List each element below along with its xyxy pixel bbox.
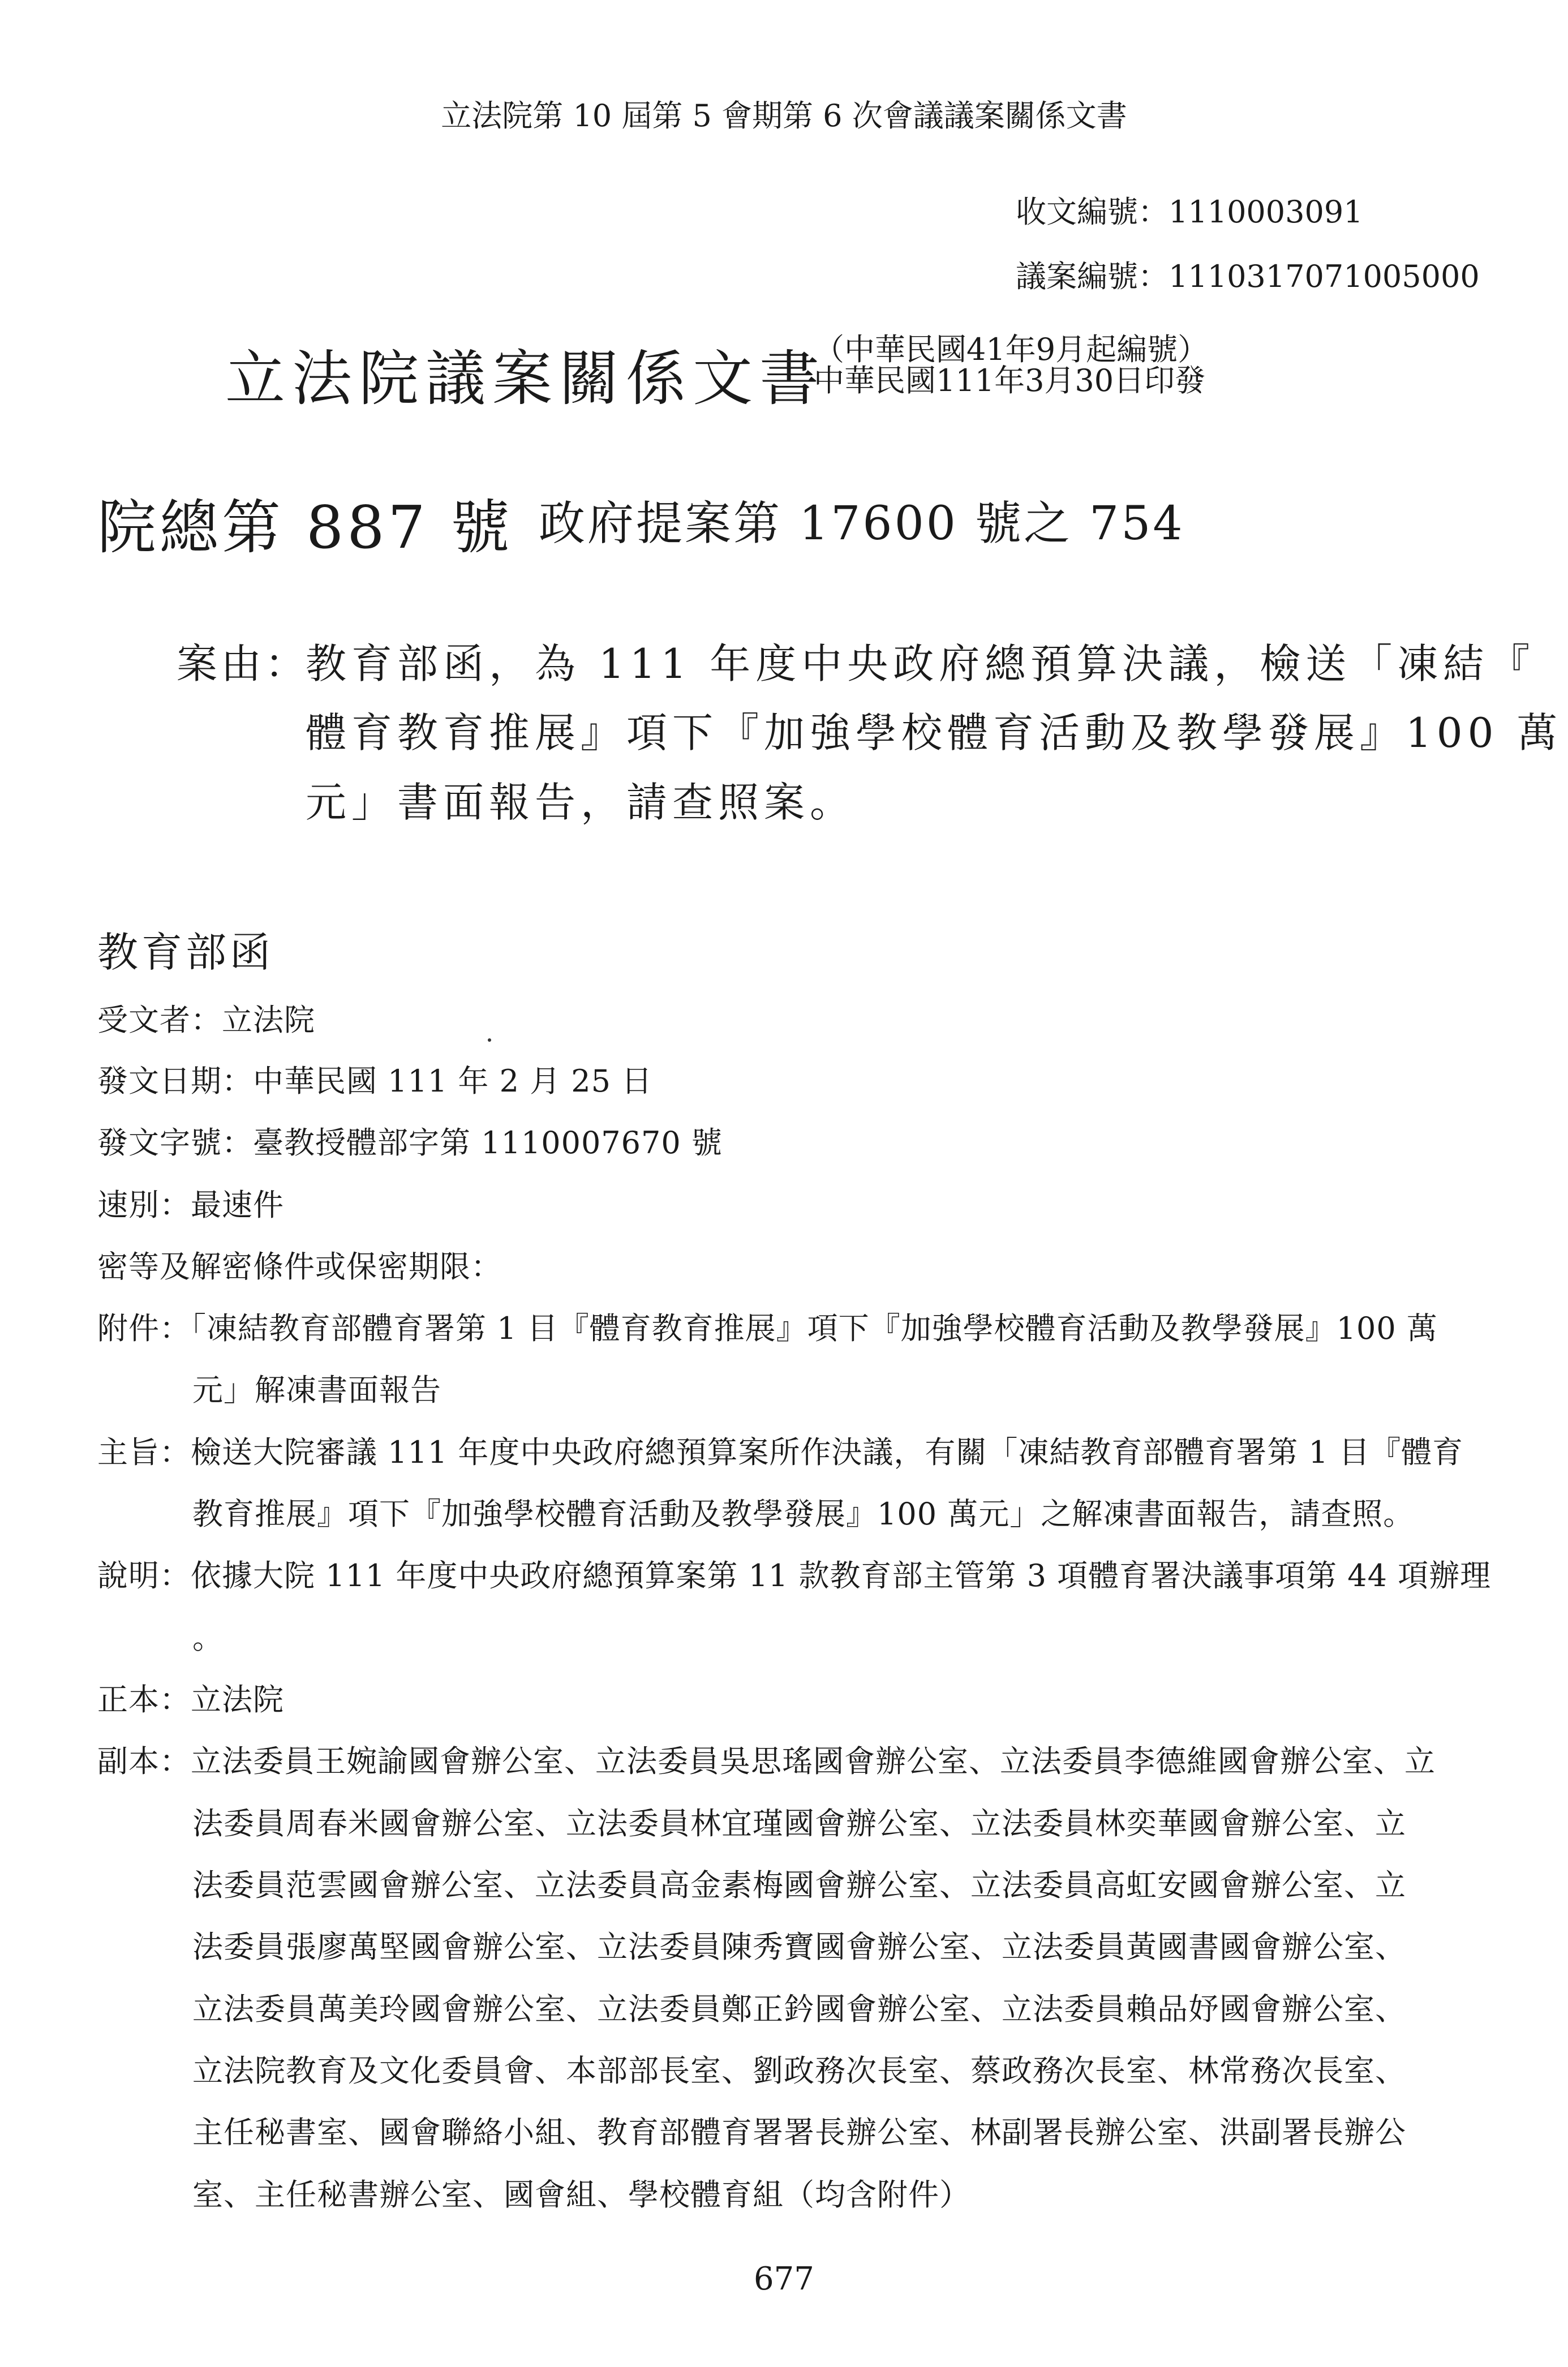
attachment-continuation: 元」解凍書面報告: [192, 1372, 441, 1408]
confidentiality-field: 密等及解密條件或保密期限：: [97, 1249, 502, 1285]
attachment-field: 附件：「凍結教育部體育署第 1 目『體育教育推展』項下『加強學校體育活動及教學發展』100 萬: [97, 1311, 1438, 1346]
subject-label: 案由：: [177, 640, 310, 688]
government-proposal-number: 政府提案第 17600 號之 754: [539, 497, 1185, 551]
copies-continuation: 法委員范雲國會辦公室、立法委員高金素梅國會辦公室、立法委員高虹安國會辦公室、立: [192, 1867, 1406, 1903]
sender-heading: 教育部函: [97, 929, 274, 976]
document-title: 立法院議案關係文書: [225, 344, 826, 414]
recipient-field: 受文者：立法院: [97, 1002, 315, 1038]
bill-number: 議案編號：1110317071005000: [1016, 259, 1480, 294]
subject-line: 體育教育推展』項下『加強學校體育活動及教學發展』100 萬: [306, 709, 1563, 757]
copies-continuation: 立法院教育及文化委員會、本部部長室、劉政務次長室、蔡政務次長室、林常務次長室、: [192, 2053, 1406, 2089]
session-header: 立法院第 10 屆第 5 會期第 6 次會議議案關係文書: [441, 98, 1127, 134]
general-number: 院總第 887 號: [97, 493, 513, 562]
numbering-since: （中華民國41年9月起編號）: [814, 332, 1209, 367]
speed-field: 速別：最速件: [97, 1187, 284, 1223]
printed-date: 中華民國111年3月30日印發: [814, 363, 1206, 398]
original-to-field: 正本：立法院: [97, 1682, 284, 1717]
copies-continuation: 室、主任秘書辦公室、國會組、學校體育組（均含附件）: [192, 2177, 970, 2213]
date-field: 發文日期：中華民國 111 年 2 月 25 日: [97, 1063, 653, 1099]
reference-number-field: 發文字號：臺教授體部字第 1110007670 號: [97, 1125, 723, 1161]
copies-continuation: 法委員張廖萬堅國會辦公室、立法委員陳秀寶國會辦公室、立法委員黃國書國會辦公室、: [192, 1929, 1406, 1965]
copies-continuation: 主任秘書室、國會聯絡小組、教育部體育署署長辦公室、林副署長辦公室、洪副署長辦公: [192, 2115, 1406, 2150]
copies-continuation: 法委員周春米國會辦公室、立法委員林宜瑾國會辦公室、立法委員林奕華國會辦公室、立: [192, 1806, 1406, 1841]
page-number: 677: [754, 2261, 814, 2297]
explanation-field: 說明：依據大院 111 年度中央政府總預算案第 11 款教育部主管第 3 項體育署決議事項第 44 項辦理: [97, 1558, 1492, 1593]
receipt-number: 收文編號：1110003091: [1016, 194, 1363, 230]
purpose-continuation: 教育推展』項下『加強學校體育活動及教學發展』100 萬元」之解凍書面報告，請查照。: [192, 1496, 1415, 1532]
subject-line: 元」書面報告，請查照案。: [306, 779, 856, 826]
purpose-field: 主旨：檢送大院審議 111 年度中央政府總預算案所作決議，有關「凍結教育部體育署第 1 目『體育: [97, 1434, 1464, 1470]
copies-continuation: 立法委員萬美玲國會辦公室、立法委員鄭正鈐國會辦公室、立法委員賴品妤國會辦公室、: [192, 1991, 1406, 2027]
scan-speck: [488, 1038, 491, 1042]
subject-line: 教育部函，為 111 年度中央政府總預算決議，檢送「凍結『: [306, 640, 1535, 688]
copies-field: 副本：立法委員王婉諭國會辦公室、立法委員吳思瑤國會辦公室、立法委員李德維國會辦公室、立: [97, 1743, 1436, 1779]
explanation-continuation: 。: [192, 1620, 224, 1656]
